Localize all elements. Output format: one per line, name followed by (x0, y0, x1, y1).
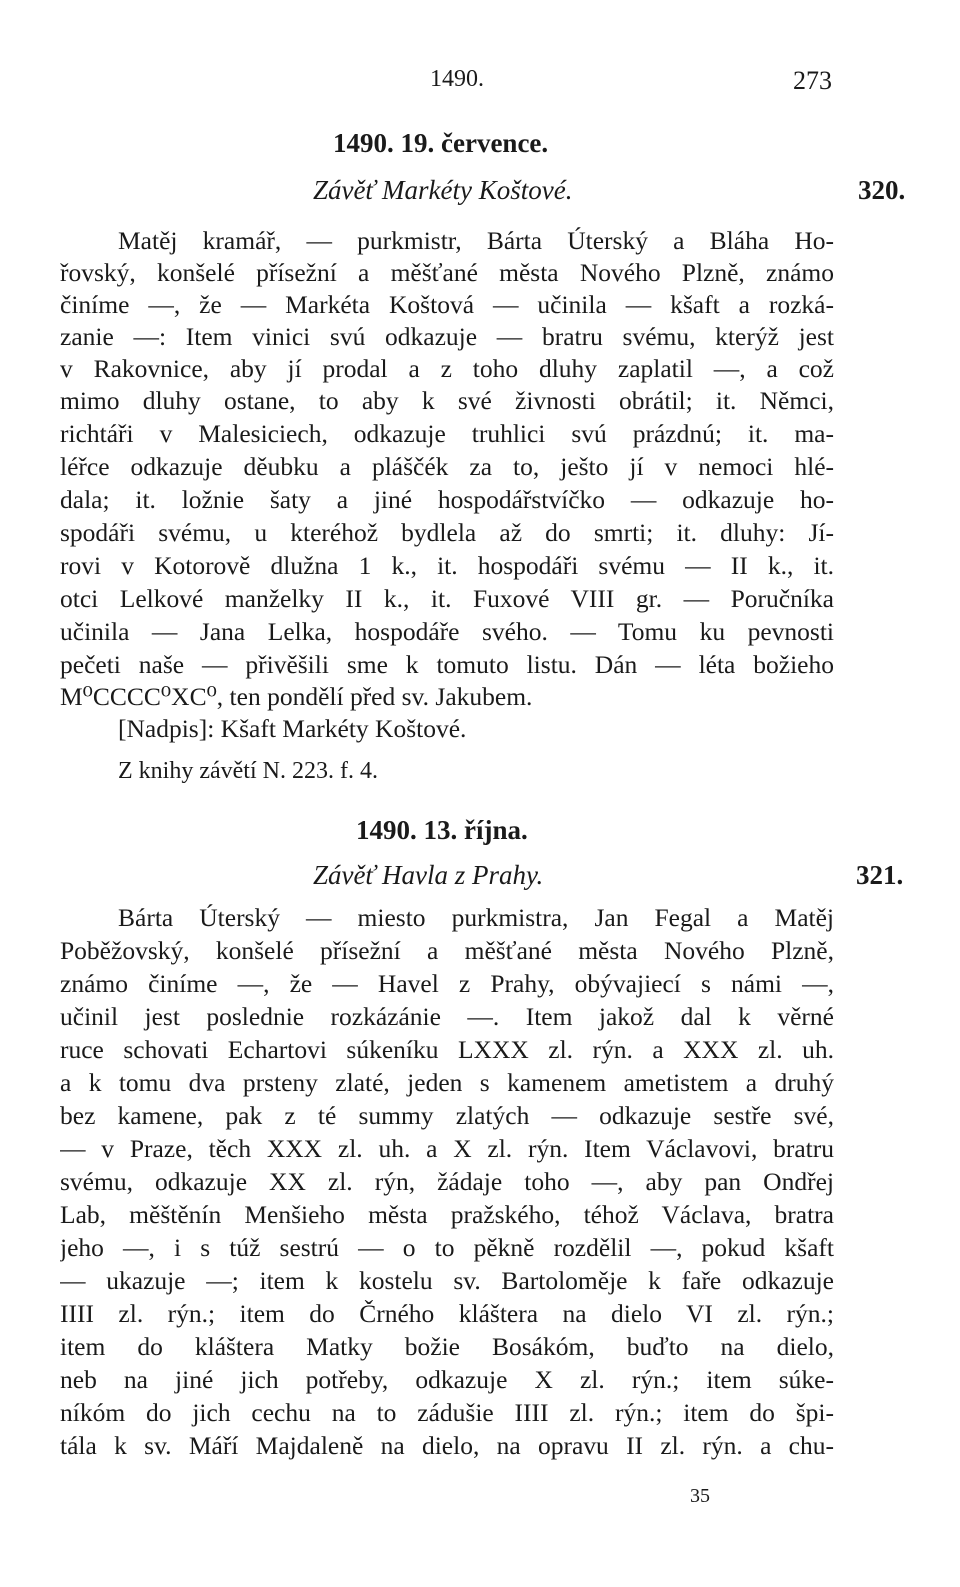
body-line: učinila — Jana Lelka, hospodáře svého. — Tomu ku pevnosti (60, 617, 834, 646)
body-line: mimo dluhy ostane, to aby k své živnosti obrátil; it. Němci, (60, 386, 834, 415)
body-line: M⁰CCCC⁰XC⁰, ten pondělí před sv. Jakubem. (60, 682, 533, 711)
body-line: IIII zl. rýn.; item do Črného kláštera na dielo VI zl. rýn.; (60, 1299, 834, 1328)
printer-signature-mark: 35 (690, 1485, 710, 1507)
entry-title: Závěť Havla z Prahy. (313, 860, 544, 890)
body-line: dala; it. ložnie šaty a jiné hospodářstvíčko — odkazuje ho- (60, 485, 834, 514)
body-line: — ukazuje —; item k kostelu sv. Bartoloměje k faře odkazuje (60, 1266, 834, 1295)
body-line: níkóm do jich cechu na to zádušie IIII zl. rýn.; item do špi- (60, 1398, 834, 1427)
body-line: a k tomu dva prsteny zlaté, jeden s kamenem ametistem a druhý (60, 1068, 834, 1097)
body-line: řovský, konšelé přísežní a měšťané města Nového Plzně, známo (60, 258, 834, 287)
body-line: — v Praze, těch XXX zl. uh. a X zl. rýn. Item Václavovi, bratru (60, 1134, 834, 1163)
entry-date: 1490. 19. července. (333, 128, 549, 158)
source-citation: Z knihy závětí N. 223. f. 4. (118, 758, 378, 784)
document-number: 321. (856, 860, 904, 890)
body-line: Poběžovský, konšelé přísežní a měšťané města Nového Plzně, (60, 936, 834, 965)
body-line: Lab, měštěnín Menšieho města pražského, téhož Václava, bratra (60, 1200, 834, 1229)
entry-date: 1490. 13. října. (356, 815, 528, 845)
body-line: pečeti naše — přivěšili sme k tomuto listu. Dán — léta božieho (60, 650, 834, 679)
body-line: činíme —, že — Markéta Koštová — učinila — kšaft a rozká- (60, 290, 834, 319)
body-line: [Nadpis]: Kšaft Markéty Koštové. (118, 714, 467, 743)
body-line: léřce odkazuje děubku a pláščék za to, ješto jí v nemoci hlé- (60, 452, 834, 481)
body-line: jeho —, i s túž sestrú — o to pěkně rozdělil —, pokud kšaft (60, 1233, 834, 1262)
body-line: item do kláštera Matky božie Bosákóm, buďto na dielo, (60, 1332, 834, 1361)
page-number: 273 (793, 66, 832, 95)
body-line: svému, odkazuje XX zl. rýn, žádaje toho —, aby pan Ondřej (60, 1167, 834, 1196)
body-line: Matěj kramář, — purkmistr, Bárta Úterský a Bláha Ho- (118, 226, 834, 255)
entry-title: Závěť Markéty Koštové. (313, 175, 573, 205)
running-header-year: 1490. (430, 66, 484, 92)
body-line: učinil jest poslednie rozkázánie —. Item jakož dal k věrné (60, 1002, 834, 1031)
body-line: zanie —: Item vinici svú odkazuje — bratru svému, kterýž jest (60, 322, 834, 351)
body-line: bez kamene, pak z té summy zlatých — odkazuje sestře své, (60, 1101, 834, 1130)
body-line: richtáři v Malesiciech, odkazuje truhlici svú prázdnú; it. ma- (60, 419, 834, 448)
body-line: spodáři svému, u kteréhož bydlela až do smrti; it. dluhy: Jí- (60, 518, 834, 547)
document-number: 320. (858, 175, 906, 205)
body-line: známo činíme —, že — Havel z Prahy, obývajiecí s námi —, (60, 969, 834, 998)
body-line: rovi v Kotorově dlužna 1 k., it. hospodáři svému — II k., it. (60, 551, 834, 580)
body-line: v Rakovnice, aby jí prodal a z toho dluhy zaplatil —, a což (60, 354, 834, 383)
body-line: ruce schovati Echartovi súkeníku LXXX zl. rýn. a XXX zl. uh. (60, 1035, 834, 1064)
body-line: Bárta Úterský — miesto purkmistra, Jan Fegal a Matěj (118, 903, 834, 932)
body-line: neb na jiné jich potřeby, odkazuje X zl. rýn.; item súke- (60, 1365, 834, 1394)
body-line: otci Lelkové manželky II k., it. Fuxové VIII gr. — Poručníka (60, 584, 834, 613)
body-line: tála k sv. Máří Majdaleně na dielo, na opravu II zl. rýn. a chu- (60, 1431, 834, 1460)
